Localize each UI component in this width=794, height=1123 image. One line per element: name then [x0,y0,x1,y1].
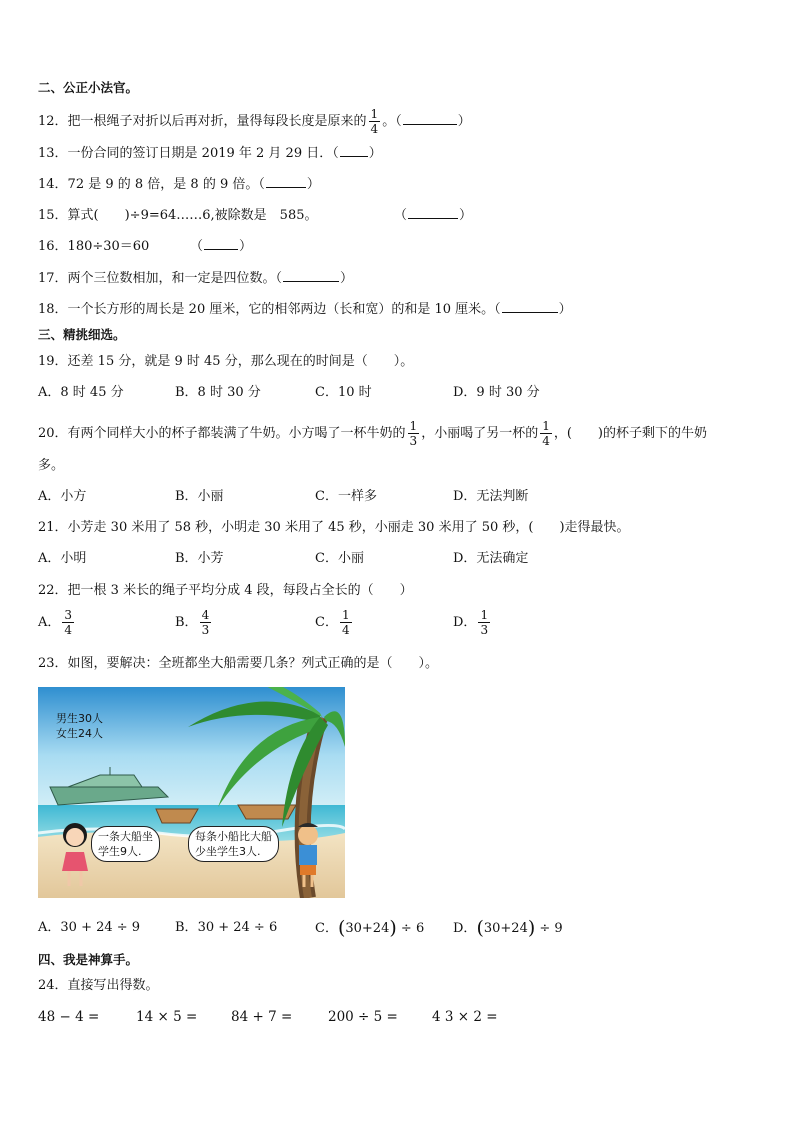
q19-option-a[interactable]: A．8 时 45 分 [38,385,124,400]
q22-option-d[interactable]: D． $\frac{1}{3}$ [453,608,489,637]
q17-answer-blank[interactable] [283,269,339,282]
question-17: 17．两个三位数相加，和一定是四位数。（ ） [38,271,354,286]
calc-item-4[interactable]: 200 ÷ 5 = [328,1009,398,1025]
q15-answer: （ ） [394,208,473,223]
q20-fraction-2: $\frac{1}{4}$ [542,419,550,448]
q23-option-a[interactable]: A．30 + 24 ÷ 9 [38,920,141,935]
calc-item-3[interactable]: 84 + 7 = [231,1009,293,1025]
q14-answer-blank[interactable] [266,175,306,188]
q20-fraction-1: $\frac{1}{3}$ [409,419,418,448]
q23-option-c[interactable]: C．(30+24) ÷ 6 [315,917,425,939]
question-22: 22．把一根 3 米长的绳子平均分成 4 段，每段占全长的（ ） [38,583,413,598]
q18-answer-blank[interactable] [502,300,558,313]
q21-option-a[interactable]: A．小明 [38,551,87,566]
question-21: 21．小芳走 30 米用了 58 秒，小明走 30 米用了 45 秒，小丽走 30 米用了 50 秒，( )走得最快。 [38,520,630,535]
q20-continuation: 多。 [38,458,65,473]
question-18: 18．一个长方形的周长是 20 厘米，它的相邻两边（长和宽）的和是 10 厘米。（ ） [38,302,572,317]
q19-option-c[interactable]: C．10 时 [315,385,372,400]
q12-fraction: $\frac{1}{4}$ [370,107,379,136]
q16-answer: （ ） [190,239,253,254]
q23-option-d[interactable]: D．(30+24) ÷ 9 [453,917,563,939]
section-2-title: 二、公正小法官。 [38,80,139,95]
q15-answer-blank[interactable] [408,206,458,219]
boy-speech-bubble: 每条小船比大船 少坐学生3人. [188,826,279,862]
calc-item-1[interactable]: 48 − 4 = [38,1009,100,1025]
beach-illustration [38,687,345,898]
q21-option-b[interactable]: B．小芳 [175,551,224,566]
section-3-title: 三、精挑细选。 [38,327,126,342]
girl-speech-bubble: 一条大船坐 学生9人. [91,826,160,862]
q22-option-a[interactable]: A． $\frac{3}{4}$ [38,608,73,637]
question-23: 23．如图，要解决：全班都坐大船需要几条？列式正确的是（ ）。 [38,656,439,671]
q20-option-a[interactable]: A．小方 [38,489,87,504]
q19-option-d[interactable]: D．9 时 30 分 [453,385,540,400]
q12-answer-blank[interactable] [403,112,457,125]
section-4-title: 四、我是神算手。 [38,952,139,967]
question-19: 19．还差 15 分，就是 9 时 45 分，那么现在的时间是（ ）。 [38,354,414,369]
q23-option-b[interactable]: B．30 + 24 ÷ 6 [175,920,278,935]
q21-option-c[interactable]: C．小丽 [315,551,364,566]
q20-option-c[interactable]: C．一样多 [315,489,377,504]
calc-item-5[interactable]: 4 3 × 2 = [432,1009,498,1025]
question-15: 15．算式( )÷9=64……6,被除数是 585。 [38,208,318,223]
q12-text: 12．把一根绳子对折以后再对折，量得每段长度是原来的 [38,114,367,129]
q20-option-d[interactable]: D．无法判断 [453,489,529,504]
q21-option-d[interactable]: D．无法确定 [453,551,529,566]
question-13: 13．一份合同的签订日期是 2019 年 2 月 29 日．（ ） [38,146,382,161]
q20-option-b[interactable]: B．小丽 [175,489,224,504]
question-16: 16．180÷30＝60 [38,239,150,254]
question-20: 20．有两个同样大小的杯子都装满了牛奶。小方喝了一杯牛奶的 $\frac{1}{3}$ ，小丽喝了另一杯的 $\frac{1}{4}$ ，( )的杯子剩下的牛奶 [38,419,707,448]
q22-option-c[interactable]: C． $\frac{1}{4}$ [315,608,350,637]
question-14: 14．72 是 9 的 8 倍，是 8 的 9 倍。（ ） [38,177,320,192]
q19-option-b[interactable]: B．8 时 30 分 [175,385,261,400]
q16-answer-blank[interactable] [204,237,238,250]
question-24: 24．直接写出得数。 [38,978,159,993]
calc-item-2[interactable]: 14 × 5 = [136,1009,198,1025]
student-count-text: 男生30人 女生24人 [56,712,103,740]
q22-option-b[interactable]: B． $\frac{4}{3}$ [175,608,210,637]
question-12: 12．把一根绳子对折以后再对折，量得每段长度是原来的 $\frac{1}{4}$ 。（ ） [38,107,471,136]
q13-answer-blank[interactable] [340,144,368,157]
